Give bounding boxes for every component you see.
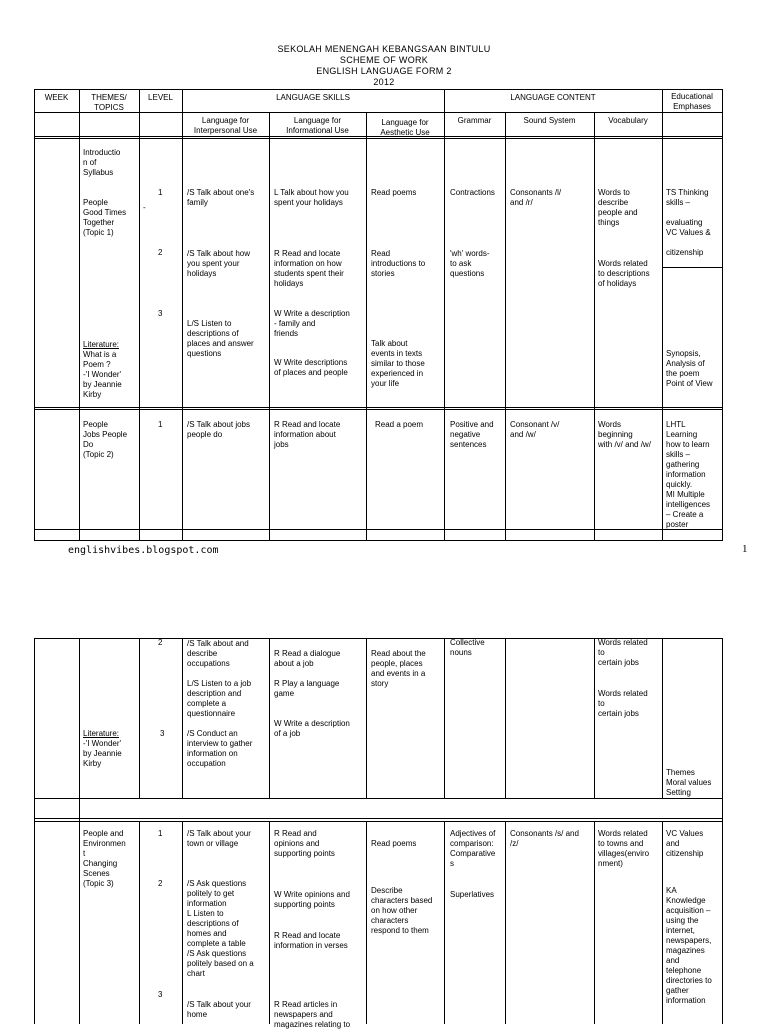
cell-informational: W Write descriptions of places and people bbox=[274, 358, 348, 377]
cell-educational-emphases: Themes Moral values Setting bbox=[666, 768, 712, 797]
level-2: 2 bbox=[158, 248, 163, 257]
cell-vocabulary: Words related to descriptions of holidays bbox=[598, 259, 650, 288]
level-1: 1 bbox=[158, 829, 163, 838]
cell-interpersonal: /S Ask questions politely to get information L Listen to descriptions of homes and complete a table /S Ask questions politely based on a chart bbox=[187, 879, 254, 978]
level-2: 2 bbox=[158, 879, 163, 888]
cell-aesthetic: Read a poem bbox=[375, 420, 424, 429]
cell-informational: R Play a language game bbox=[274, 679, 340, 698]
col-header-sound-system: Sound System bbox=[523, 116, 576, 125]
col-header-language-skills: LANGUAGE SKILLS bbox=[276, 93, 350, 102]
cell-interpersonal: /S Talk about one's family bbox=[187, 188, 255, 207]
col-header-week: WEEK bbox=[44, 93, 69, 102]
school-name: SEKOLAH MENENGAH KEBANGSAAN BINTULU bbox=[277, 44, 491, 54]
literature-poem: What is a Poem ? -'I Wonder' by Jeannie Kirby bbox=[83, 350, 122, 399]
cell-grammar: Adjectives of comparison: Comparative s bbox=[450, 829, 496, 868]
cell-informational: W Write a description - family and friends bbox=[274, 309, 350, 338]
col-header-themes: THEMES/ TOPICS bbox=[91, 93, 127, 112]
cell-vocabulary: Words related to certain jobs bbox=[598, 689, 648, 718]
cell-aesthetic: Read poems bbox=[371, 188, 417, 197]
cell-informational: W Write a description of a job bbox=[274, 719, 350, 738]
level-2: 2 bbox=[158, 638, 163, 647]
cell-educational-emphases: Synopsis, Analysis of the poem Point of View bbox=[666, 349, 713, 388]
cell-vocabulary: Words related to certain jobs bbox=[598, 638, 648, 667]
cell-aesthetic: Describe characters based on how other characters respond to them bbox=[371, 886, 433, 935]
cell-informational: R Read and locate information in verses bbox=[274, 931, 348, 950]
cell-vocabulary: Words to describe people and things bbox=[598, 188, 638, 227]
cell-grammar: Contractions bbox=[450, 188, 495, 197]
cell-sound-system: Consonants /s/ and /z/ bbox=[510, 829, 579, 848]
cell-educational-emphases: KA Knowledge acquisition – using the internet, newspapers, magazines and telephone directories to gather information bbox=[666, 886, 712, 1005]
col-header-grammar: Grammar bbox=[457, 116, 492, 125]
literature-poem: -'I Wonder' by Jeannie Kirby bbox=[83, 739, 122, 768]
cell-aesthetic: Read introductions to stories bbox=[371, 249, 426, 278]
cell-informational: R Read and locate information on how students spent their holidays bbox=[274, 249, 344, 288]
cell-informational: L Talk about how you spent your holidays bbox=[274, 188, 349, 207]
cell-educational-emphases: LHTL Learning how to learn skills – gathering information quickly. MI Multiple intelligences – Create a poster bbox=[666, 420, 711, 529]
cell-grammar: Collective nouns bbox=[450, 638, 485, 657]
cell-informational: W Write opinions and supporting points bbox=[274, 890, 350, 909]
document-title: SCHEME OF WORK bbox=[339, 55, 429, 65]
cell-grammar: Positive and negative sentences bbox=[450, 420, 494, 449]
cell-aesthetic: Read about the people, places and events in a story bbox=[371, 649, 426, 688]
cell-interpersonal: L/S Listen to a job description and complete a questionnaire bbox=[187, 679, 252, 718]
col-header-vocabulary: Vocabulary bbox=[608, 116, 648, 125]
year-label: 2012 bbox=[373, 77, 395, 87]
col-header-level: LEVEL bbox=[148, 93, 173, 102]
literature-label: Literature: bbox=[83, 340, 120, 349]
level-dash: - bbox=[143, 203, 146, 212]
level-3: 3 bbox=[160, 729, 165, 738]
cell-sound-system: Consonant /v/ and /w/ bbox=[510, 420, 560, 439]
cell-grammar: Superlatives bbox=[450, 890, 495, 899]
col-header-language-content: LANGUAGE CONTENT bbox=[510, 93, 596, 102]
theme-topic-1: People Good Times Together (Topic 1) bbox=[83, 198, 127, 237]
cell-informational: R Read a dialogue about a job bbox=[274, 649, 341, 668]
level-1: 1 bbox=[158, 188, 163, 197]
col-header-educational-emphases: Educational Emphases bbox=[671, 92, 713, 111]
cell-informational: R Read articles in newspapers and magazines relating to bbox=[274, 1000, 351, 1029]
cell-aesthetic: Talk about events in texts similar to those experienced in your life bbox=[371, 339, 425, 388]
cell-informational: R Read and locate information about jobs bbox=[274, 420, 341, 449]
cell-interpersonal: /S Talk about your town or village bbox=[187, 829, 251, 848]
cell-interpersonal: /S Talk about how you spent your holidays bbox=[187, 249, 251, 278]
cell-aesthetic: Read poems bbox=[371, 839, 417, 848]
cell-interpersonal: /S Talk about and describe occupations bbox=[187, 639, 249, 668]
page-number: 1 bbox=[742, 543, 748, 555]
level-3: 3 bbox=[158, 309, 163, 318]
cell-sound-system: Consonants /l/ and /r/ bbox=[510, 188, 562, 207]
cell-educational-emphases: VC Values and citizenship bbox=[666, 829, 704, 858]
cell-vocabulary: Words related to towns and villages(enviro nment) bbox=[598, 829, 650, 868]
subject-title: ENGLISH LANGUAGE FORM 2 bbox=[316, 66, 452, 76]
theme-topic-2: People Jobs People Do (Topic 2) bbox=[83, 420, 128, 459]
footer-site: englishvibes.blogspot.com bbox=[68, 545, 219, 556]
cell-educational-emphases: TS Thinking skills – evaluating VC Values & citizenship bbox=[666, 188, 711, 257]
col-header-aesthetic: Language for Aesthetic Use bbox=[380, 118, 430, 137]
cell-vocabulary: Words beginning with /v/ and /w/ bbox=[598, 420, 651, 449]
cell-interpersonal: /S Talk about jobs people do bbox=[187, 420, 251, 439]
cell-interpersonal: /S Conduct an interview to gather information on occupation bbox=[187, 729, 253, 768]
cell-grammar: 'wh' words- to ask questions bbox=[450, 249, 490, 278]
theme-introduction: Introductio n of Syllabus bbox=[83, 148, 121, 177]
literature-label: Literature: bbox=[83, 729, 120, 738]
level-3: 3 bbox=[158, 990, 163, 999]
col-header-informational: Language for Informational Use bbox=[286, 116, 349, 135]
col-header-interpersonal: Language for Interpersonal Use bbox=[193, 116, 258, 135]
cell-interpersonal: /S Talk about your home bbox=[187, 1000, 251, 1019]
cell-informational: R Read and opinions and supporting points bbox=[274, 829, 335, 858]
theme-topic-3: People and Environmen t Changing Scenes (Topic 3) bbox=[83, 829, 126, 888]
cell-interpersonal: L/S Listen to descriptions of places and answer questions bbox=[187, 319, 254, 358]
level-1: 1 bbox=[158, 420, 163, 429]
